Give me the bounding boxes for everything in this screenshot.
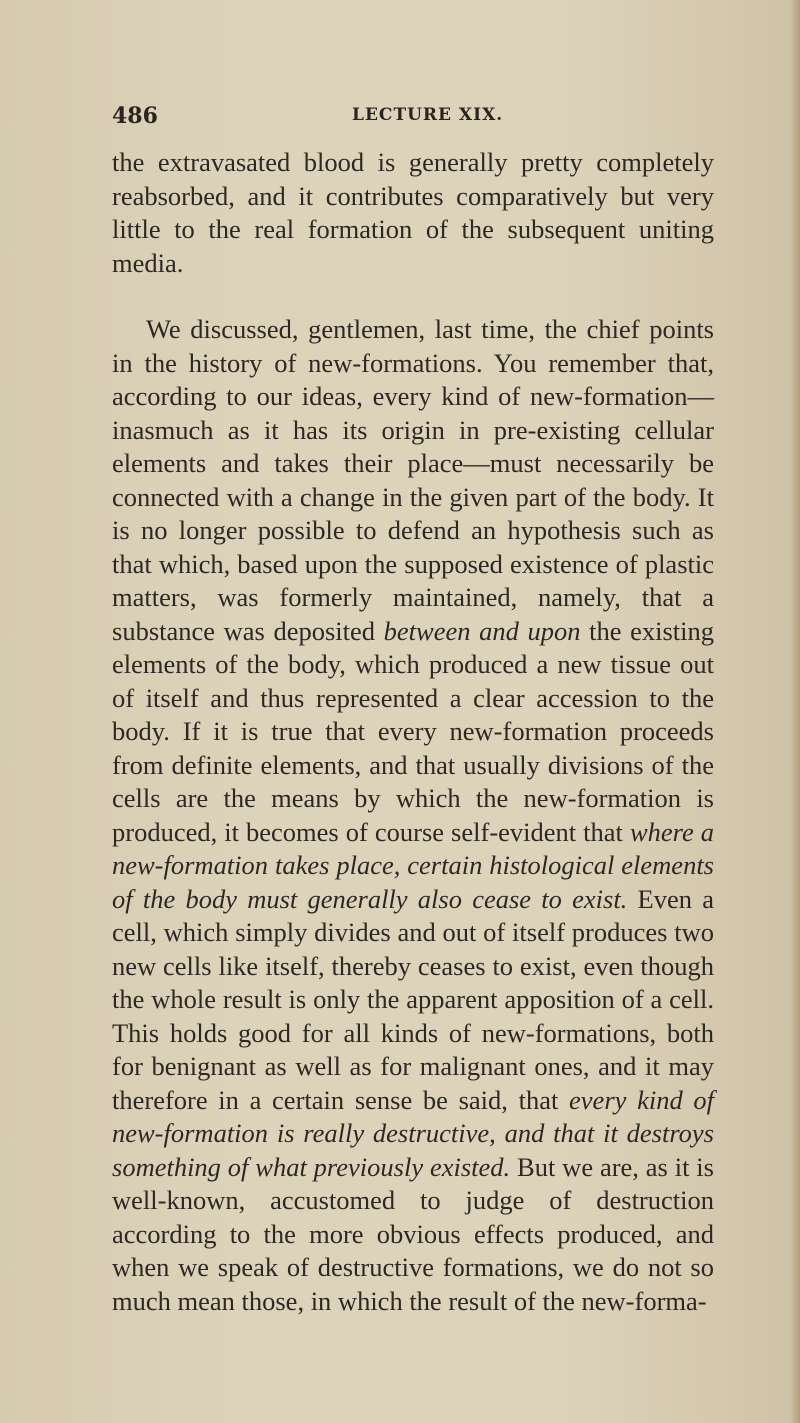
- page-number: 486: [112, 103, 158, 129]
- text-run: We discussed, gentlemen, last time, the chief points in the history of new-formations. You remember that, according to our ideas, every kind of new-formation—inasmuch as it has its origin in pre-existing cellular elements and takes their place—must necessarily be connected with a change in the given part of the body. It is no longer possible to defend an hypothesis such as that which, based upon the supposed existence of plastic matters, was formerly maintained, namely, that a substance was deposited: [112, 314, 714, 646]
- paragraph-1: the extravasated blood is generally pretty completely reabsorbed, and it contributes comparatively but very little to the real formation of the subsequent uniting media.: [112, 147, 714, 278]
- italic-run: every kind of new-formation is really destructive, and that it destroys something of what previously existed.: [112, 1084, 714, 1182]
- italic-run: where a new-formation takes place, certain histological elements of the body must generally also cease to exist.: [112, 816, 714, 914]
- page-edge-shadow: [790, 0, 800, 1423]
- italic-run: between and upon: [383, 615, 581, 646]
- text-run: Even a cell, which simply divides and out of itself produces two new cells like itself, thereby ceases to exist, even though the whole result is only the apparent apposition of a cell. This holds good for all kinds of new-formations, both for benignant as well as for malignant ones, and it may therefore in a certain sense be said, that: [112, 883, 714, 1115]
- paragraph-2: [112, 313, 714, 1318]
- text-run: But we are, as it is well-known, accustomed to judge of destruction according to the more obvious effects produced, and when we speak of destructive formations, we do not so much mean those, in which the result of the new-forma-: [112, 1151, 714, 1316]
- text-run: the existing elements of the body, which produced a new tissue out of itself and thus represented a clear accession to the body. If it is true that every new-formation proceeds from definite elements, and that usually divisions of the cells are the means by which the new-formation is produced, it becomes of course self-evident that: [112, 615, 714, 847]
- running-head: LECTURE XIX.: [352, 105, 504, 125]
- page-header: [112, 103, 714, 133]
- body-text: [112, 146, 714, 1318]
